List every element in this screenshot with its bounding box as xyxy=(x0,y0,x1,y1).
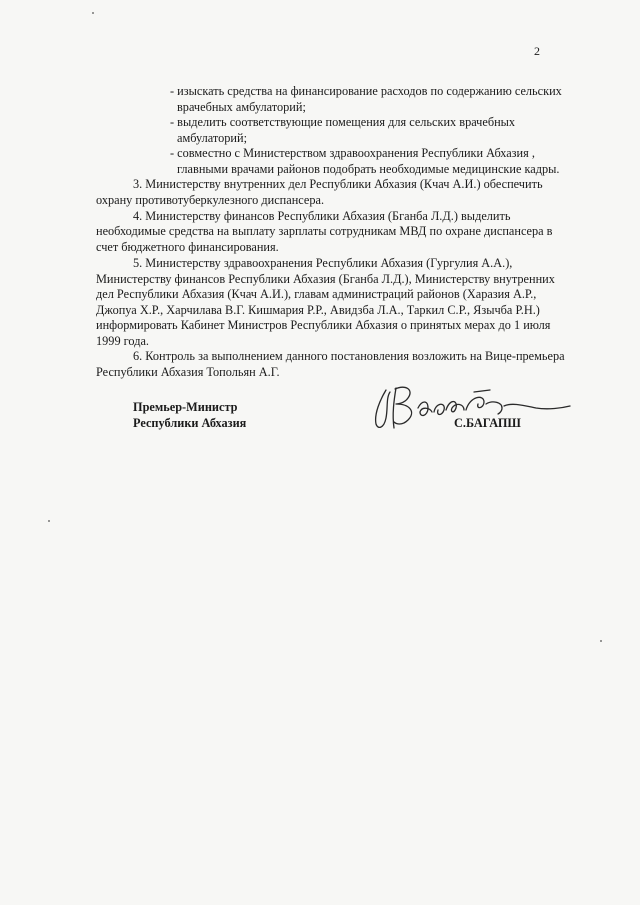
item-6-line-1: 6. Контроль за выполнением данного постановления возложить на Вице-премьера xyxy=(133,349,565,363)
item-5-line-6: 1999 года. xyxy=(96,334,149,348)
item-6-line-2: Республики Абхазия Топольян А.Г. xyxy=(96,365,280,379)
item-4-line-3: счет бюджетного финансирования. xyxy=(96,240,279,254)
item-3-line-2: охрану противотуберкулезного диспансера. xyxy=(96,193,325,207)
bullet-3-line-1: - совместно с Министерством здравоохранения Республики Абхазия , xyxy=(170,146,535,160)
bullet-2-line-2: амбулаторий; xyxy=(177,131,247,145)
bullet-3-line-2: главными врачами районов подобрать необходимые медицинские кадры. xyxy=(177,162,560,176)
scan-speck xyxy=(48,520,50,522)
item-4-line-2: необходимые средства на выплату зарплаты сотрудникам МВД по охране диспансера в xyxy=(96,224,553,238)
scan-speck xyxy=(92,12,94,14)
bullet-2-line-1: - выделить соответствующие помещения для сельских врачебных xyxy=(170,115,516,129)
item-5-line-3: дел Республики Абхазия (Кчач А.И.), главам администраций районов (Харазия А.Р., xyxy=(96,287,537,301)
item-5-line-5: информировать Кабинет Министров Республики Абхазия о принятых мерах до 1 июля xyxy=(96,318,551,332)
page-number: 2 xyxy=(534,44,540,58)
bullet-1-line-1: - изыскать средства на финансирование расходов по содержанию сельских xyxy=(170,84,562,98)
bullet-1-line-2: врачебных амбулаторий; xyxy=(177,100,306,114)
signatory-name: С.БАГАПШ xyxy=(454,416,521,430)
item-5-line-2: Министерству финансов Республики Абхазия (Бганба Л.Д.), Министерству внутренних xyxy=(96,272,555,286)
item-5-line-4: Джопуа Х.Р., Харчилава В.Г. Кишмария Р.Р., Авидзба Л.А., Таркил С.Р., Язычба Р.Н.) xyxy=(96,303,540,317)
handwritten-signature xyxy=(366,378,576,438)
scan-speck xyxy=(600,640,602,642)
item-4-line-1: 4. Министерству финансов Республики Абхазия (Бганба Л.Д.) выделить xyxy=(133,209,511,223)
signatory-title-line-1: Премьер-Министр xyxy=(133,400,238,414)
signatory-title-line-2: Республики Абхазия xyxy=(133,416,247,430)
item-5-line-1: 5. Министерству здравоохранения Республики Абхазия (Гургулия А.А.), xyxy=(133,256,513,270)
item-3-line-1: 3. Министерству внутренних дел Республики Абхазия (Кчач А.И.) обеспечить xyxy=(133,177,543,191)
